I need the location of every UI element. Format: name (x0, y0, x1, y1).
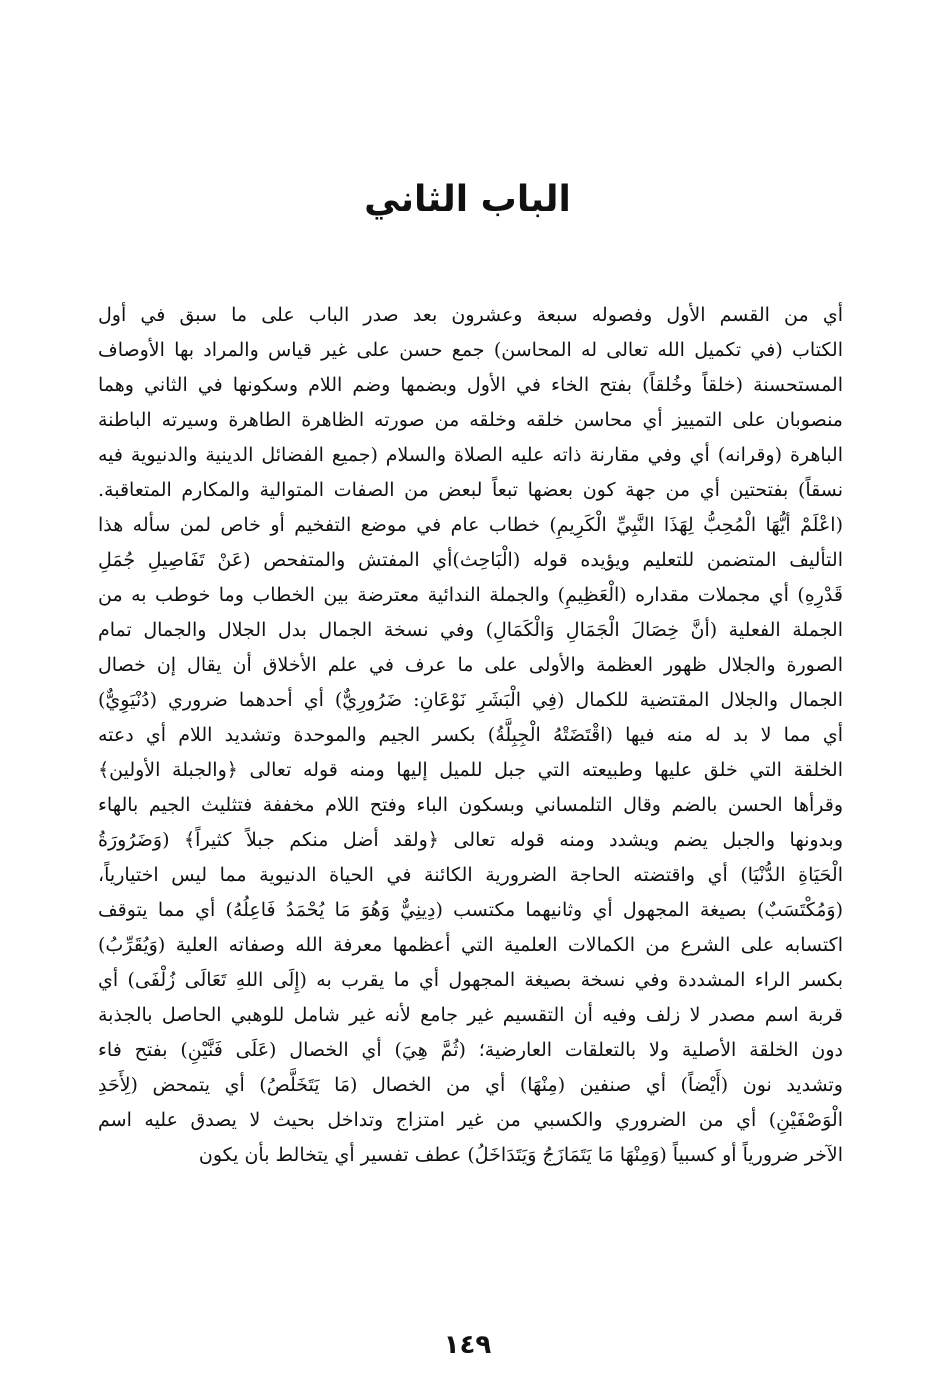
text-line: التأليف المتضمن للتعليم ويؤيده قوله (الْبَاحِث)أي المفتش والمتفحص (عَنْ تَفَاصِيلِ جُمَلِ (98, 549, 843, 571)
text-line: قَدْرِهِ) أي مجملات مقداره (الْعَظِيمِ) والجملة الندائية معترضة بين الخطاب وما خوطب به من (98, 584, 843, 606)
text-line: الجملة الفعلية (أنَّ خِصَالَ الْجَمَالِ وَالْكَمَالِ) وفي نسخة الجمال بدل الجلال والجمال تمام (98, 619, 843, 641)
text-line: الْحَيَاةِ الدُّنْيَا) أي واقتضته الحاجة الضرورية الكائنة في الحياة الدنيوية مما ليس اختيارياً، (98, 864, 843, 886)
text-line: وقرأها الحسن بالضم وقال التلمساني وبسكون الباء وفتح اللام مخففة فتثليث الجيم بالهاء (98, 794, 843, 816)
chapter-title: الباب الثاني (364, 179, 571, 220)
text-line: الباهرة (وقرانه) أي وفي مقارنة ذاته عليه الصلاة والسلام (جميع الفضائل الدينية والدنيوية فيه (98, 444, 843, 466)
text-line: قربة اسم مصدر لا زلف وفيه أن التقسيم غير جامع لأنه غير شامل للوهبي الحاصل بالجذبة (98, 1004, 843, 1026)
text-line: المستحسنة (خلقاً وخُلقاً) بفتح الخاء في الأول وبضمها وضم اللام وسكونها في الثاني وهما (98, 374, 843, 396)
text-line: الجمال والجلال المقتضية للكمال (فِي الْبَشَرِ نَوْعَانِ: ضَرُورِيٌّ) أي أحدهما ضروري (دُنْيَوِيٌّ) (98, 689, 843, 711)
text-line: (وَمُكْتَسَبٌ) بصيغة المجهول أي وثانيهما مكتسب (دِينِيٌّ وَهُوَ مَا يُحْمَدُ فَاعِلُهُ) أي مما يتوقف (98, 899, 843, 921)
text-line: نسقاً) بفتحتين أي من جهة كون بعضها تبعاً لبعض من الصفات المتوالية والمكارم المتعاقبة. (98, 479, 843, 501)
text-line: وبدونها والجبل يضم ويشدد ومنه قوله تعالى ﴿ولقد أضل منكم جبلاً كثيراً﴾ (وَضَرُورَةُ (98, 829, 843, 851)
text-line: منصوبان على التمييز أي محاسن خلقه وخلقه من صورته الظاهرة الطاهرة وسيرته الباطنة (98, 409, 843, 431)
text-line: الصورة والجلال ظهور العظمة والأولى على ما عرف في علم الأخلاق أن يقال إن خصال (98, 654, 843, 676)
text-line: أي مما لا بد له منه فيها (اقْتَضَتْهُ الْجِبِلَّةُ) بكسر الجيم والموحدة وتشديد اللام أي دعته (98, 724, 843, 746)
text-line: الخلقة التي خلق عليها وطبيعته التي جبل للميل إليها ومنه قوله تعالى ﴿والجبلة الأولين﴾ (98, 759, 843, 781)
text-line: اكتسابه على الشرع من الكمالات العلمية التي أعظمها معرفة الله وصفاته العلية (وَيُقَرِّبُ) (98, 934, 843, 956)
text-line: الكتاب (في تكميل الله تعالى له المحاسن) جمع حسن على غير قياس والمراد بها الأوصاف (98, 339, 843, 361)
text-line: (اعْلَمْ أيُّهَا الْمُحِبُّ لِهَذَا النَّبِيِّ الْكَرِيمِ) خطاب عام في موضع التفخيم أو خاص لمن سأله هذا (98, 514, 843, 536)
page-number: ١٤٩ (443, 1330, 492, 1360)
text-line: أي من القسم الأول وفصوله سبعة وعشرون بعد صدر الباب على ما سبق في أول (98, 304, 843, 326)
text-line: الْوَصْفَيْنِ) أي من الضروري والكسبي من غير امتزاج وتداخل بحيث لا يصدق عليه اسم (98, 1109, 843, 1131)
text-line: الآخر ضرورياً أو كسبياً (وَمِنْهَا مَا يَتَمَازَجُ وَيَتَدَاخَلُ) عطف تفسير أي يتخالط بأن يكون (198, 1144, 843, 1166)
text-line: دون الخلقة الأصلية ولا بالتعلقات العارضية؛ (ثُمَّ هِيَ) أي الخصال (عَلَى فَنَّيْنِ) بفتح فاء (98, 1039, 843, 1061)
body-text (98, 298, 843, 1173)
text-line: وتشديد نون (أَيْضاً) أي صنفين (مِنْهَا) أي من الخصال (مَا يَتَخَلَّصُ) أي يتمحض (لِأَحَدِ (98, 1074, 843, 1096)
text-line: بكسر الراء المشددة وفي نسخة بصيغة المجهول أي ما يقرب به (إِلَى اللهِ تَعَالَى زُلْفَى) أي (98, 969, 843, 991)
